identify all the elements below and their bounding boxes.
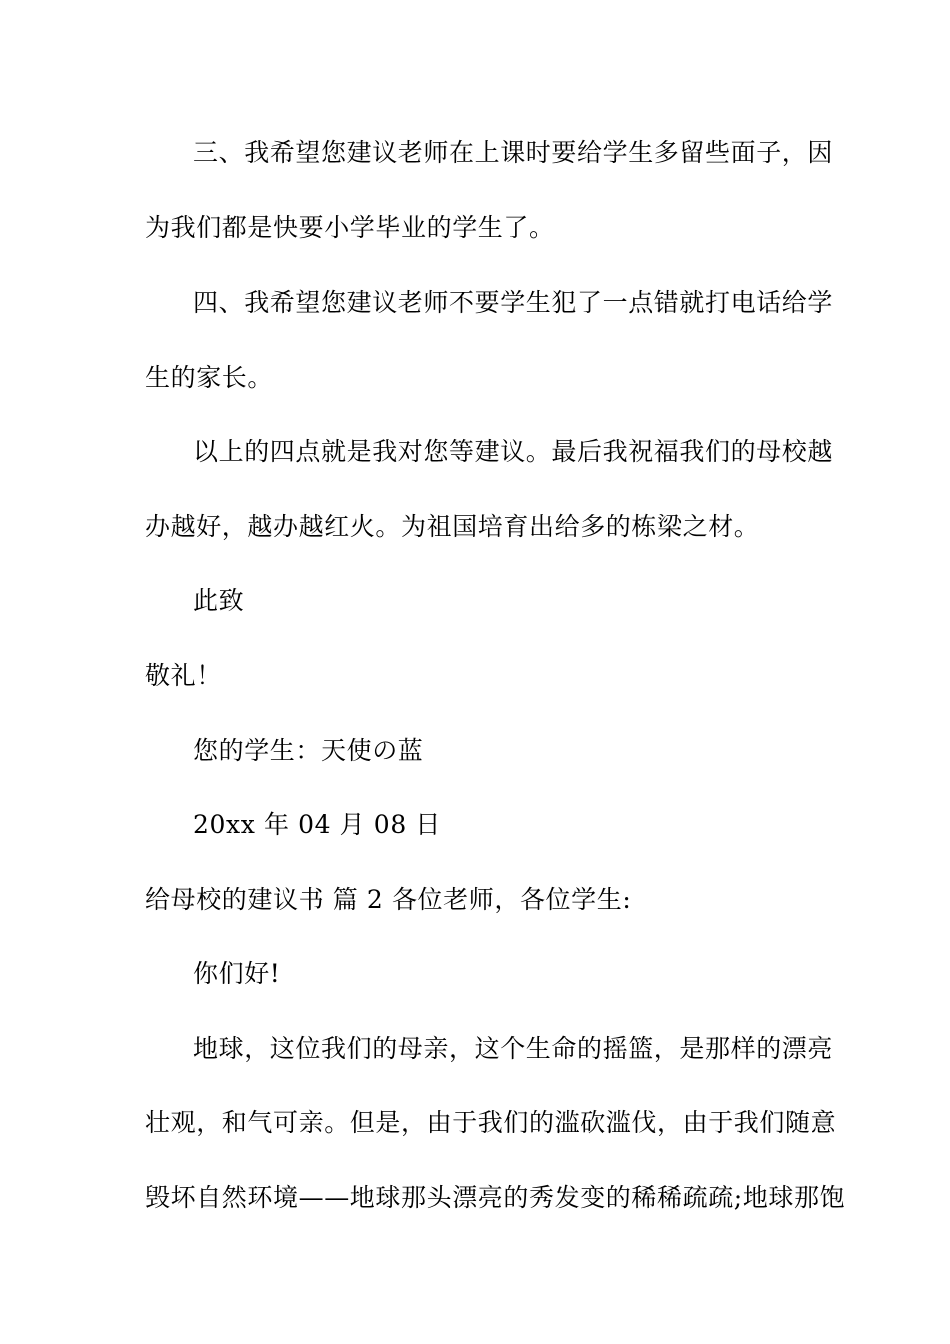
salutation-line: 敬礼！ (145, 661, 222, 690)
paragraph-line: 办越好，越办越红火。为祖国培育出给多的栋梁之材。 (145, 512, 760, 541)
paragraph-line: 毁坏自然环境——地球那头漂亮的秀发变的稀稀疏疏;地球那饱 (145, 1183, 846, 1212)
greeting-line: 你们好! (193, 959, 281, 988)
paragraph-line: 以上的四点就是我对您等建议。最后我祝福我们的母校越 (193, 437, 834, 466)
paragraph-line: 地球，这位我们的母亲，这个生命的摇篮，是那样的漂亮 (193, 1034, 834, 1063)
paragraph-line: 生的家长。 (145, 363, 274, 392)
signature-line: 您的学生：天使の蓝 (193, 736, 424, 765)
paragraph-line: 四、我希望您建议老师不要学生犯了一点错就打电话给学 (193, 288, 834, 317)
paragraph-line: 三、我希望您建议老师在上课时要给学生多留些面子，因 (193, 138, 834, 167)
section-heading-line: 给母校的建议书 篇 2 各位老师，各位学生: (145, 885, 632, 914)
date-line: 20xx 年 04 月 08 日 (193, 810, 441, 839)
closing-line: 此致 (193, 586, 245, 615)
paragraph-line: 为我们都是快要小学毕业的学生了。 (145, 213, 555, 242)
paragraph-line: 壮观，和气可亲。但是，由于我们的滥砍滥伐，由于我们随意 (145, 1108, 837, 1137)
